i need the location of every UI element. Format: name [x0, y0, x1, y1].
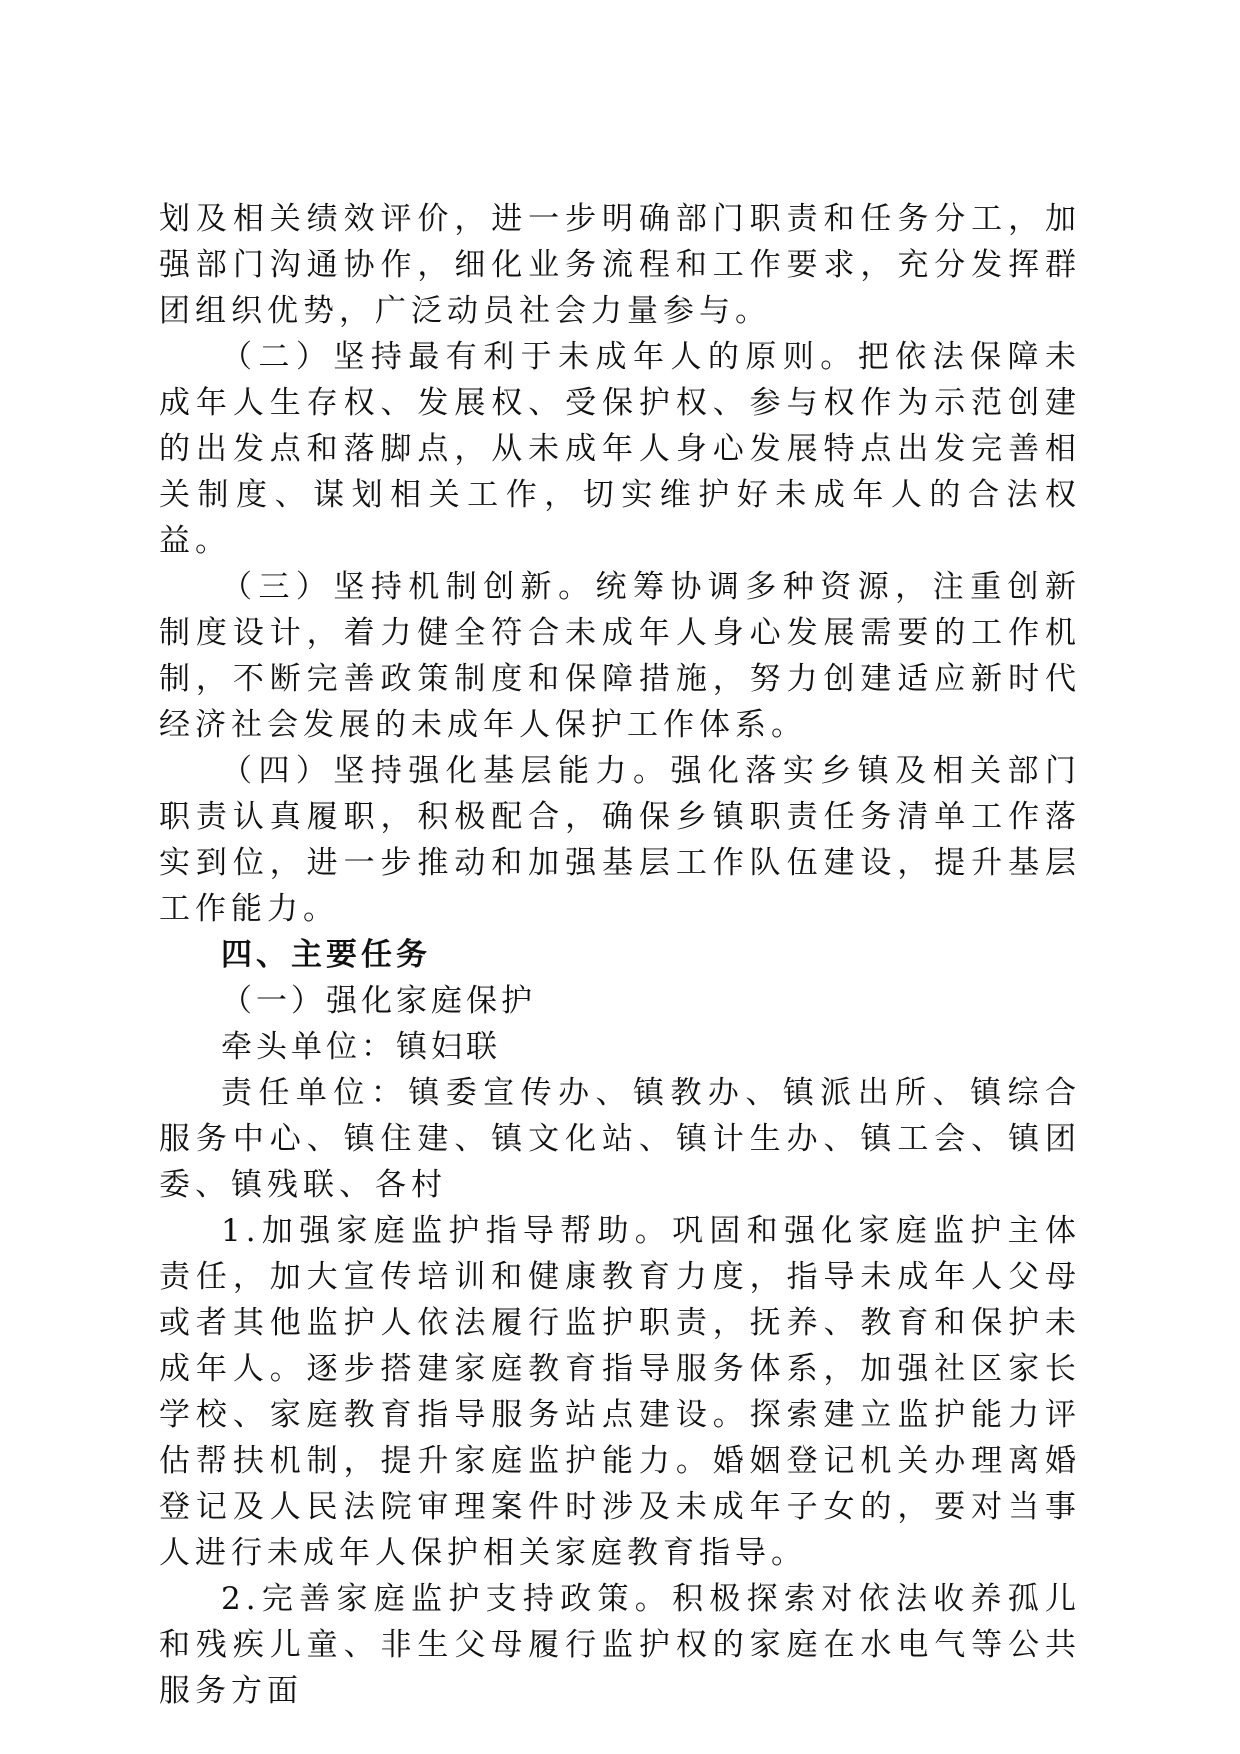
- paragraph-principle-3: （三）坚持机制创新。统筹协调多种资源，注重创新制度设计，着力健全符合未成年人身心发展需要的工作机制，不断完善政策制度和保障措施，努力创建适应新时代经济社会发展的未成年人保护工作体系。: [159, 569, 1081, 743]
- document-page: [159, 196, 1081, 1714]
- paragraph-principle-2: （二）坚持最有利于未成年人的原则。把依法保障未成年人生存权、发展权、受保护权、参与权作为示范创建的出发点和落脚点，从未成年人身心发展特点出发完善相关制度、谋划相关工作，切实维护好未成年人的合法权益。: [159, 339, 1081, 559]
- lead-unit-line: 牵头单位：镇妇联: [221, 1029, 501, 1065]
- subheading-family-protection: （一）强化家庭保护: [221, 983, 536, 1019]
- task-item-1: 1.加强家庭监护指导帮助。巩固和强化家庭监护主体责任，加大宣传培训和健康教育力度，指导未成年人父母或者其他监护人依法履行监护职责，抚养、教育和保护未成年人。逐步搭建家庭教育指导服务体系，加强社区家长学校、家庭教育指导服务站点建设。探索建立监护能力评估帮扶机制，提升家庭监护能力。婚姻登记机关办理离婚登记及人民法院审理案件时涉及未成年子女的，要对当事人进行未成年人保护相关家庭教育指导。: [159, 1213, 1081, 1571]
- task-item-2: 2.完善家庭监护支持政策。积极探索对依法收养孤儿和残疾儿童、非生父母履行监护权的家庭在水电气等公共服务方面: [159, 1581, 1081, 1709]
- paragraph-continuation: 划及相关绩效评价，进一步明确部门职责和任务分工，加强部门沟通协作，细化业务流程和工作要求，充分发挥群团组织优势，广泛动员社会力量参与。: [159, 201, 1081, 329]
- section-heading-main-tasks: 四、主要任务: [221, 937, 431, 973]
- paragraph-principle-4: （四）坚持强化基层能力。强化落实乡镇及相关部门职责认真履职，积极配合，确保乡镇职责任务清单工作落实到位，进一步推动和加强基层工作队伍建设，提升基层工作能力。: [159, 753, 1081, 927]
- responsible-units-paragraph: 责任单位：镇委宣传办、镇教办、镇派出所、镇综合服务中心、镇住建、镇文化站、镇计生办、镇工会、镇团委、镇残联、各村: [159, 1075, 1081, 1203]
